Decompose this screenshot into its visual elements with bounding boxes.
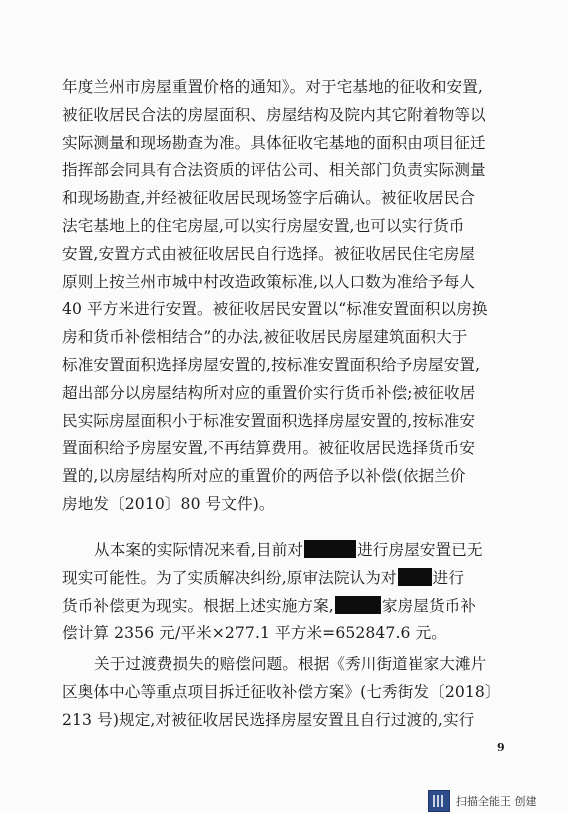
para1-line: 和现场勘查,并经被征收居民现场签字后确认。被征收居民合 — [62, 189, 476, 208]
para1-line: 置面积给予房屋安置,不再结算费用。被征收居民选择货币安 — [62, 439, 476, 458]
scanner-app-label: 扫描全能王 创建 — [456, 795, 537, 808]
para1-line: 指挥部会同具有合法资质的评估公司、相关部门负责实际测量 — [62, 161, 486, 180]
text-segment: 进行房屋安置已无 — [357, 541, 483, 559]
para1-line: 安置,安置方式由被征收居民自行选择。被征收居民住宅房屋 — [62, 244, 476, 263]
para1-line: 原则上按兰州市城中村改造政策标准,以人口数为准给予每人 — [62, 272, 476, 291]
text-segment: 从本案的实际情况来看,目前对 — [94, 541, 304, 559]
para1-line: 置的,以房屋结构所对应的重置价的两倍予以补偿(依据兰价 — [62, 467, 466, 486]
para3-line: 区奥体中心等重点项目拆迁征收补偿方案》(七秀街发〔2018〕 — [62, 682, 501, 701]
redaction-bar — [398, 568, 432, 586]
para1-line: 实际测量和现场勘查为准。具体征收宅基地的面积由项目征迁 — [62, 133, 486, 152]
para1-line: 超出部分以房屋结构所对应的重置价实行货币补偿;被征收居 — [62, 383, 476, 402]
paragraph-2-line-2 — [62, 565, 508, 593]
para1-line: 被征收居民合法的房屋面积、房屋结构及院内其它附着物等以 — [62, 105, 486, 124]
para1-line: 房地发〔2010〕80 号文件)。 — [62, 494, 275, 513]
scanner-app-logo-icon — [428, 790, 450, 812]
text-segment: 进行 — [432, 568, 465, 587]
scanner-watermark — [428, 790, 537, 812]
page-number: 9 — [497, 741, 505, 754]
paragraph-2-line-3 — [62, 593, 508, 621]
para1-line: 法宅基地上的住宅房屋,可以实行房屋安置,也可以实行货币 — [62, 216, 465, 235]
text-segment: 现实可能性。为了实质解决纠纷,原审法院认为对 — [62, 568, 397, 587]
para1-line: 房和货币补偿相结合”的办法,被征收居民房屋建筑面积大于 — [62, 328, 468, 347]
para1-line: 年度兰州市房屋重置价格的通知》。对于宅基地的征收和安置, — [62, 78, 483, 96]
paragraph-3 — [62, 651, 508, 734]
text-segment: 家房屋货币补 — [381, 596, 477, 615]
para1-line: 40 平方米进行安置。被征收居民安置以“标准安置面积以房换 — [62, 300, 488, 319]
paragraph-2-line-4: 偿计算 2356 元/平米×277.1 平方米=652847.6 元。 — [62, 624, 447, 643]
paragraph-2-line-1 — [62, 537, 508, 565]
para1-line: 标准安置面积选择房屋安置的,按标准安置面积给予房屋安置, — [62, 355, 481, 374]
para3-line: 关于过渡费损失的赔偿问题。根据《秀川街道崔家大滩片 — [94, 655, 487, 673]
para1-line: 民实际房屋面积小于标准安置面积选择房屋安置的,按标准安 — [62, 411, 476, 430]
text-segment: 货币补偿更为现实。根据上述实施方案, — [62, 596, 334, 615]
paragraph-1 — [62, 74, 508, 519]
para3-line: 213 号)规定,对被征收居民选择房屋安置且自行过渡的,实行 — [62, 710, 475, 729]
redaction-bar — [304, 540, 356, 558]
paragraph-2 — [62, 537, 508, 648]
redaction-bar — [335, 596, 381, 614]
